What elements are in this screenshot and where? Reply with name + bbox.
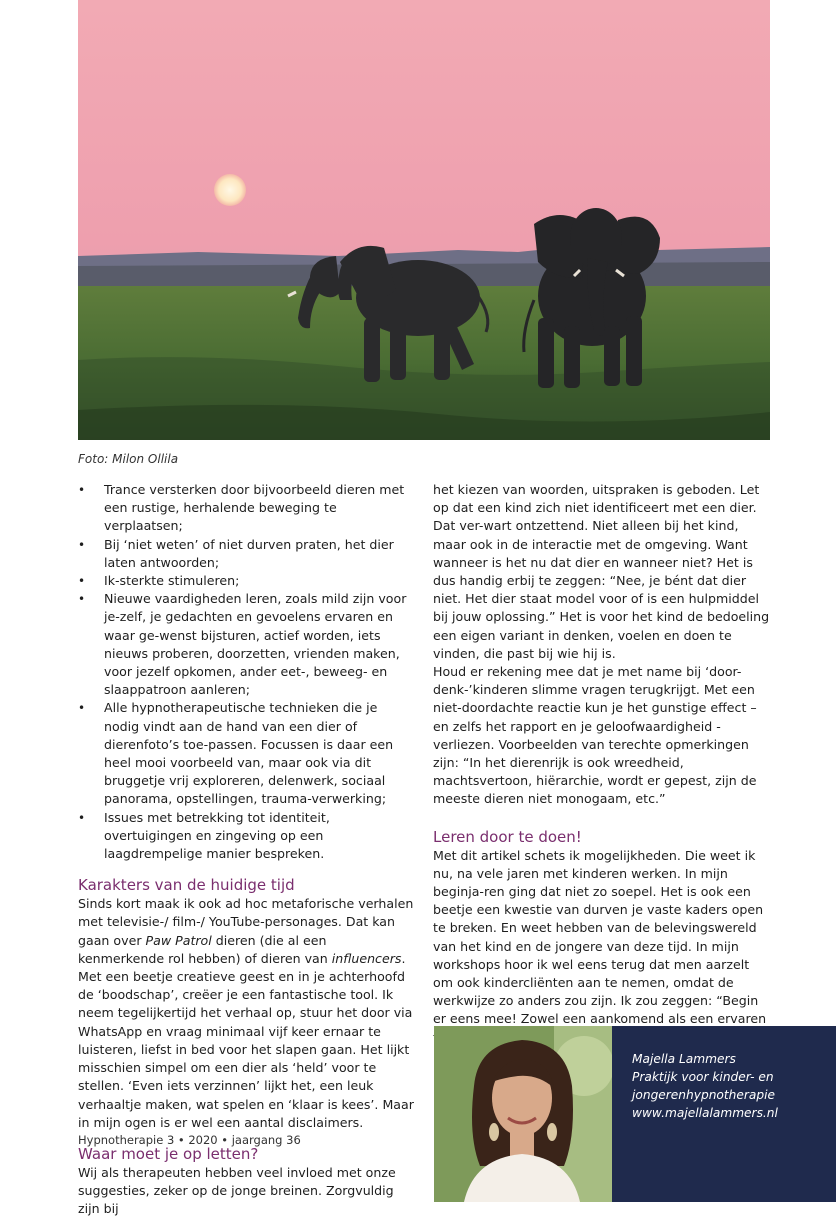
elephants-photo-illustration (78, 0, 770, 440)
author-info (632, 1050, 832, 1122)
author-photo (434, 1026, 612, 1202)
photo-caption: Foto: Milon Ollila (78, 452, 179, 466)
list-item: • Nieuwe vaardigheden leren, zoals mild zijn voor je-zelf, je gedachten en gevoelens ervaren en waar ge-wenst bijsturen, actief worden, iets nieuws proberen, doorzetten, vrienden maken, voor jezelf opkomen, ander eet-, beweeg- en slaappatroon aanleren; (78, 590, 416, 699)
author-website[interactable]: www.majellalammers.nl (632, 1106, 778, 1120)
right-column (433, 481, 771, 1065)
section-heading: Leren door te doen! (433, 827, 582, 846)
list-item: • Ik-sterkte stimuleren; (78, 572, 416, 590)
body-paragraph: Sinds kort maak ik ook ad hoc metaforische verhalen met televisie-/ film-/ YouTube-personages. Dat kan gaan over Paw Patrol dieren (die al een kenmerkende rol hebben) of dieren van influencers. Met een beetje creatieve geest en in je achterhoofd de ‘boodschap’, creëer je een fantastische tool. Ik neem tegelijkertijd het verhaal op, stuur het door via WhatsApp en vraag minimaal vijf keer ernaar te luisteren, liefst in bed voor het slapen gaan. Het lijkt misschien simpel om een dier als ‘held’ voor te stellen. ‘Even iets verzinnen’ lijkt het, een leuk verhaaltje maken, wat spelen en ‘klaar is kees’. Maar in mijn ogen is er wel een aantal disclaimers. (78, 896, 414, 1130)
list-item: • Bij ‘niet weten’ of niet durven praten, het dier laten antwoorden; (78, 536, 416, 572)
body-paragraph: Wij als therapeuten hebben veel invloed met onze suggesties, zeker op de jonge breinen. Zorgvuldig zijn bij (78, 1164, 396, 1217)
author-box (434, 1026, 836, 1202)
list-item: • Issues met betrekking tot identiteit, overtuigingen en zingeving op een laagdrempelige manier bespreken. (78, 809, 416, 864)
left-column (78, 481, 416, 1219)
list-item: • Trance versterken door bijvoorbeeld dieren met een rustige, herhalende beweging te verplaatsen; (78, 481, 416, 536)
hero-photo (78, 0, 770, 440)
page-footer: Hypnotherapie 3 • 2020 • jaargang 36 (78, 1133, 301, 1147)
author-name: Majella Lammers (632, 1052, 736, 1066)
bullet-list (78, 481, 416, 863)
author-practice: Praktijk voor kinder- en jongerenhypnotherapie (632, 1070, 775, 1102)
section-heading: Waar moet je op letten? (78, 1144, 259, 1163)
body-paragraph: het kiezen van woorden, uitspraken is geboden. Let op dat een kind zich niet identificeert met een dier. Dat ver-wart ontzettend. Niet alleen bij het kind, maar ook in de interactie met de omgeving. Want wanneer is het nu dat dier en wanneer niet? Het is dus handig erbij te zeggen: “Nee, je bént dat dier niet. Het dier staat model voor of is een hulpmiddel bij jouw oplossing.” Het is voor het kind de bedoeling een eigen variant in denken, voelen en doen te vinden, die past bij wie hij is. (433, 482, 770, 661)
section-heading: Karakters van de huidige tijd (78, 876, 295, 895)
list-item: • Alle hypnotherapeutische technieken die je nodig vindt aan de hand van een dier of dierenfoto’s toe-passen. Focussen is daar een heel mooi voorbeeld van, maar ook via dit bruggetje vrij exploreren, delenwerk, sociaal panorama, opstellingen, trauma-verwerking; (78, 699, 416, 808)
sun-shape (214, 174, 246, 206)
body-paragraph: Met dit artikel schets ik mogelijkheden. Die weet ik nu, na vele jaren met kinderen werken. In mijn beginja-ren ging dat niet zo soepel. Het is ook een beetje een kwestie van durven je vaste kaders open te breken. En weet hebben van de belevingswereld van het kind en de jongere van deze tijd. In mijn workshops hoor ik wel eens terug dat men aarzelt om ook kindercliënten aan te nemen, omdat de werkwijze zo anders zou zijn. Ik zou zeggen: “Begin er eens mee! Zowel een aankomend als een ervaren (433, 847, 767, 1027)
body-paragraph: Houd er rekening mee dat je met name bij ‘door-denk-’kinderen slimme vragen terugkrijgt. Met een niet-doordachte reactie kun je het gunstige effect – en zelfs het rapport en je geloofwaardigheid - verliezen. Voorbeelden van terechte opmerkingen zijn: “In het dierenrijk is ook wreedheid, machtsvertoon, hiërarchie, wordt er gepest, zijn de meeste dieren niet monogaam, etc.” (433, 664, 757, 807)
